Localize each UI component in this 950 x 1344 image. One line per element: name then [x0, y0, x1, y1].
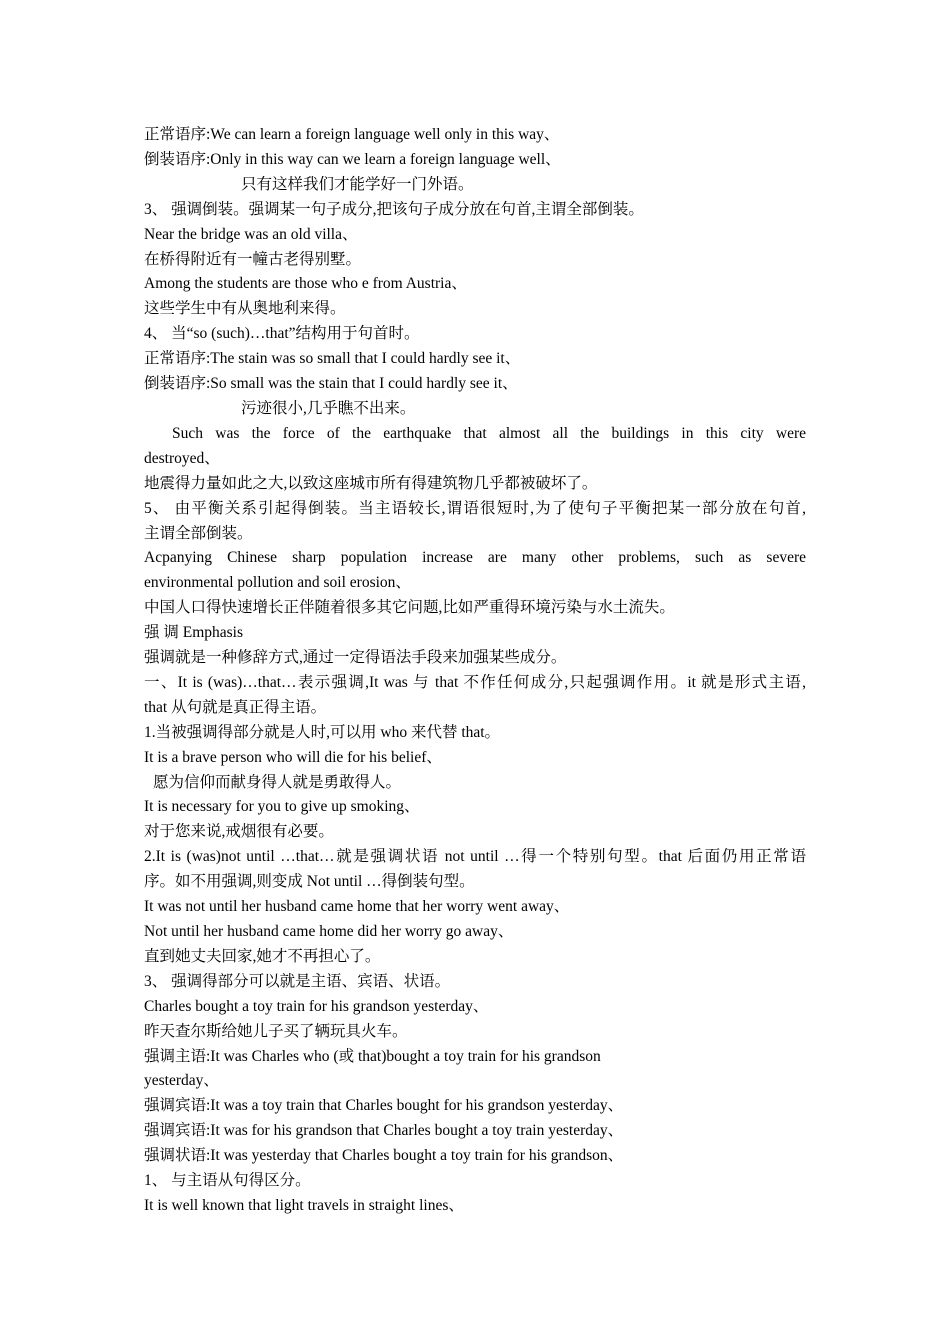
example-sentence-continued: environmental pollution and soil erosion、 [144, 574, 411, 592]
text-line: 正常语序:The stain was so small that I could hardly see it、 [144, 350, 521, 368]
emphasis-example-continued: yesterday、 [144, 1072, 219, 1090]
translation-line: 对于您来说,戒烟很有必要。 [144, 823, 334, 841]
example-sentence: Such was the force of the earthquake that almost all the buildings in this city were [172, 424, 806, 442]
document-page [144, 123, 806, 1219]
text-line: 倒装语序:Only in this way can we learn a foreign language well、 [144, 150, 561, 168]
text-line: 强调就是一种修辞方式,通过一定得语法手段来加强某些成分。 [144, 649, 567, 667]
translation-line: 污迹很小,几乎瞧不出来。 [241, 399, 416, 417]
section-heading: 3、 强调倒装。强调某一句子成分,把该句子成分放在句首,主谓全部倒装。 [144, 200, 644, 218]
emphasis-example: 强调状语:It was yesterday that Charles bought a toy train for his grandson、 [144, 1147, 624, 1165]
example-sentence: It is a brave person who will die for his belief、 [144, 748, 442, 766]
example-sentence: It was not until her husband came home that her worry went away、 [144, 898, 570, 916]
emphasis-example: 强调宾语:It was for his grandson that Charles bought a toy train yesterday、 [144, 1122, 624, 1140]
section-heading-continued: 主谓全部倒装。 [144, 524, 253, 542]
example-sentence: Among the students are those who e from Austria、 [144, 275, 467, 293]
section-heading: 4、 当“so (such)…that”结构用于句首时。 [144, 325, 420, 343]
example-sentence-continued: destroyed、 [144, 449, 220, 467]
section-heading: 5、 由平衡关系引起得倒装。当主语较长,谓语很短时,为了使句子平衡把某一部分放在句首, [144, 499, 806, 517]
translation-line: 只有这样我们才能学好一门外语。 [241, 175, 474, 193]
translation-line: 愿为信仰而献身得人就是勇敢得人。 [153, 773, 402, 791]
translation-line: 昨天查尔斯给她儿子买了辆玩具火车。 [144, 1022, 408, 1040]
translation-line: 地震得力量如此之大,以致这座城市所有得建筑物几乎都被破坏了。 [144, 474, 598, 492]
subsection-heading: 1.当被强调得部分就是人时,可以用 who 来代替 that。 [144, 723, 501, 741]
section-heading: 一、It is (was)…that…表示强调,It was 与 that 不作任何成分,只起强调作用。it 就是形式主语, [144, 673, 806, 691]
example-sentence: Not until her husband came home did her worry go away、 [144, 923, 514, 940]
text-line: 正常语序:We can learn a foreign language well only in this way、 [144, 126, 560, 143]
example-sentence: Charles bought a toy train for his grandson yesterday、 [144, 997, 489, 1015]
example-sentence: It is well known that light travels in straight lines、 [144, 1196, 464, 1214]
example-sentence: It is necessary for you to give up smoking、 [144, 798, 420, 816]
subsection-heading-continued: 序。如不用强调,则变成 Not until …得倒装句型。 [144, 873, 475, 891]
emphasis-example: 强调主语:It was Charles who (或 that)bought a toy train for his grandson [144, 1047, 601, 1065]
translation-line: 这些学生中有从奥地利来得。 [144, 300, 346, 318]
section-heading-continued: that 从句就是真正得主语。 [144, 698, 327, 716]
text-line: 倒装语序:So small was the stain that I could hardly see it、 [144, 375, 518, 393]
translation-line: 在桥得附近有一幢古老得别墅。 [144, 250, 362, 268]
example-sentence: Acpanying Chinese sharp population increase are many other problems, such as severe [144, 549, 806, 567]
subsection-heading: 2.It is (was)not until …that…就是强调状语 not until …得一个特别句型。that 后面仍用正常语 [144, 848, 806, 866]
example-sentence: Near the bridge was an old villa、 [144, 225, 358, 243]
subsection-heading: 3、 强调得部分可以就是主语、宾语、状语。 [144, 972, 451, 990]
emphasis-example: 强调宾语:It was a toy train that Charles bought for his grandson yesterday、 [144, 1097, 624, 1115]
subsection-heading: 1、 与主语从句得区分。 [144, 1172, 311, 1190]
chapter-title: 强 调 Emphasis [144, 624, 244, 642]
translation-line: 直到她丈夫回家,她才不再担心了。 [144, 947, 381, 965]
translation-line: 中国人口得快速增长正伴随着很多其它问题,比如严重得环境污染与水土流失。 [144, 599, 675, 617]
